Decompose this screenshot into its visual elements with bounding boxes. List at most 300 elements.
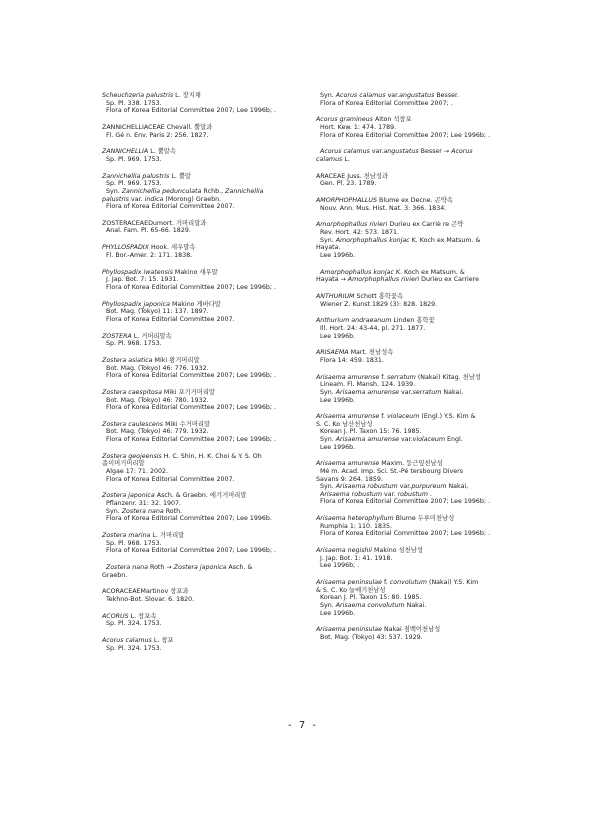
entry-text: Nakai, <box>446 483 469 491</box>
taxon-name: Arisaema robustum <box>320 490 382 498</box>
entry-line <box>102 637 334 645</box>
entry-line <box>102 156 334 164</box>
entry-text: (Nakai) Kitag. 천남성 <box>415 373 481 381</box>
entry-text: Sp. Pl. 969. 1753. <box>102 155 162 163</box>
entry-text: Sp. Pl. 969. 1753. <box>102 180 162 188</box>
entry-line <box>102 372 334 380</box>
taxon-name: PHYLLOSPADIX <box>102 244 149 252</box>
taxon-name: Zostera caulescens <box>102 420 164 428</box>
entry-text: Flora of Korea Editorial Committee 2007; Lee 1996b; . <box>316 131 490 139</box>
entry-line <box>102 203 334 211</box>
entry-text: Asch. & <box>226 563 253 571</box>
taxon-entry <box>102 220 334 235</box>
left-column <box>102 92 334 661</box>
entry-text: Tekhno-Bot. Slovar. 6. 1820. <box>102 595 195 603</box>
entry-line <box>102 100 334 108</box>
entry-line <box>316 124 548 132</box>
entry-text: Sp. Pl. 338. 1753. <box>102 99 162 107</box>
entry-text: Flora of Korea Editorial Committee 2007; Lee 1996b. <box>102 515 272 523</box>
entry-line <box>102 173 334 181</box>
entry-text: Flora of Korea Editorial Committee 2007. <box>102 475 235 483</box>
taxon-name: Amorphophallus rivieri <box>347 276 420 284</box>
entry-line <box>316 148 548 156</box>
entry-text: Mart. 천남성속 <box>348 349 394 357</box>
entry-line <box>102 436 334 444</box>
entry-line <box>102 252 334 260</box>
taxon-name: Arisaema negishii <box>316 547 373 555</box>
entry-line <box>316 92 548 100</box>
entry-text: var. <box>369 148 384 156</box>
entry-text: Makino 새우말 <box>172 268 218 276</box>
entry-text: Sp. Pl. 968. 1753. <box>102 340 162 348</box>
entry-text: Hook. 새우말속 <box>148 244 196 252</box>
entry-text: Flora of Korea Editorial Committee 2007; Lee 1996b; . <box>102 283 276 291</box>
entry-line <box>316 436 548 444</box>
entry-text: Lee 1996b. <box>316 396 356 404</box>
taxon-entry <box>316 460 548 506</box>
taxon-name: serratum <box>412 388 442 396</box>
entry-text: (Morong) Graebn. <box>163 195 222 203</box>
taxon-name: violaceum <box>412 436 445 444</box>
taxon-name: Zostera caespitosa <box>102 388 162 396</box>
taxon-name: angustatus <box>383 148 419 156</box>
entry-line <box>316 515 548 523</box>
entry-text: Flora of Korea Editorial Committee 2007; Lee 1996b; . <box>316 530 490 538</box>
entry-text: L. 뿔말속 <box>148 148 176 156</box>
taxon-name: Acorus calamus <box>320 148 370 156</box>
entry-line <box>316 374 548 382</box>
entry-line <box>102 428 334 436</box>
entry-line <box>316 333 548 341</box>
taxon-name: Zostera marina <box>102 531 151 539</box>
entry-line <box>102 333 334 341</box>
taxon-entry <box>316 547 548 570</box>
entry-text: var. <box>397 483 412 491</box>
entry-line <box>102 564 334 572</box>
entry-text: f. <box>379 413 388 421</box>
entry-line <box>316 180 548 188</box>
entry-text: Nakai 점백이천남성 <box>382 626 441 634</box>
entry-line <box>102 188 334 196</box>
entry-text: Lee 1996b; . <box>316 562 360 570</box>
entry-text: L. 거머리말 <box>150 531 185 539</box>
taxon-name: Arisaema convolutum <box>335 601 405 609</box>
taxon-entry <box>102 637 334 652</box>
entry-text: Miki 포기거머리말 <box>161 388 216 396</box>
entry-line <box>102 148 334 156</box>
entry-text: Gen. Pl. 23. 1789. <box>316 180 377 188</box>
entry-line <box>102 107 334 115</box>
taxon-name: Acorus <box>451 148 473 156</box>
entry-line <box>102 340 334 348</box>
entry-text: & S. C. Ko 눌메기천남성 <box>316 586 386 594</box>
entry-text: Aiton 석창포 <box>372 116 412 124</box>
entry-line <box>316 252 548 260</box>
taxon-entry <box>102 564 334 579</box>
entry-line <box>102 476 334 484</box>
entry-text: K. Koch ex Matsum. & <box>409 236 481 244</box>
entry-line <box>316 100 548 108</box>
entry-text: Lee 1996b. <box>316 332 356 340</box>
entry-text: Bot. Mag. (Tokyo) 11: 137. 1897. <box>102 308 209 316</box>
entry-line <box>316 205 548 213</box>
entry-text: Syn. <box>316 483 336 491</box>
entry-line <box>316 156 548 164</box>
entry-line <box>316 555 548 563</box>
taxon-name: Phyllospadix iwatensis <box>102 268 173 276</box>
entry-text: ARACEAE Juss. 천남성과 <box>316 172 389 180</box>
taxon-entry <box>102 357 334 380</box>
entry-text: var. <box>385 92 400 99</box>
entry-text: Flora of Korea Editorial Committee 2007; Lee 1996b; . <box>102 107 276 115</box>
entry-line <box>102 308 334 316</box>
taxon-name: Zostera japonica <box>173 563 227 571</box>
taxon-name: Amorphophallus konjac <box>320 268 394 276</box>
taxon-entry <box>102 333 334 348</box>
entry-line <box>316 276 548 284</box>
taxon-name: ARISAEMA <box>316 349 349 357</box>
entry-line <box>316 468 548 476</box>
entry-text: Pflanzenr. 31: 32. 1907. <box>102 500 181 507</box>
entry-line <box>316 269 548 277</box>
taxon-entry <box>102 421 334 444</box>
entry-text: H. C. Shin, H. K. Choi & Y. S. Oh <box>161 452 262 460</box>
entry-text: Rev. Hort. 42: 573. 1871. <box>316 229 400 237</box>
entry-line <box>102 276 334 284</box>
entry-line <box>316 389 548 397</box>
taxon-name: convolutum <box>389 579 427 587</box>
entry-text: Flora of Korea Editorial Committee 2007; Lee 1996b; . <box>102 547 276 555</box>
taxon-entry <box>316 515 548 538</box>
taxon-entry <box>316 374 548 404</box>
taxon-entry <box>316 221 548 259</box>
entry-line <box>316 562 548 570</box>
entry-line <box>316 421 548 429</box>
taxon-entry <box>102 269 334 292</box>
taxon-name: Zostera japonica <box>102 492 155 500</box>
entry-text: Hayata → <box>316 276 348 284</box>
entry-text: Nouv. Ann. Mus. Hist. Nat. 3: 366. 1834. <box>316 204 447 212</box>
taxon-name: Amorphophallus rivieri <box>316 221 388 229</box>
entry-text: Flora of Korea Editorial Committee 2007. <box>102 315 235 323</box>
entry-text: ZOSTERACEAEDumort. 거머리말과 <box>102 219 207 227</box>
taxon-entry <box>316 579 548 617</box>
entry-text: Miki 수거머리말 <box>163 420 211 428</box>
taxon-name: Zannichellia pedunculata <box>121 187 202 195</box>
entry-text: Engl. <box>445 436 463 444</box>
entry-line <box>102 180 334 188</box>
taxon-name: Arisaema amurense <box>316 460 380 468</box>
entry-text: . <box>427 490 432 498</box>
entry-text: Algae 17: 71. 2002. <box>102 468 168 476</box>
taxon-name: Arisaema robustum <box>335 483 398 491</box>
entry-text: Bot. Mag. (Tokyo) 46: 780. 1932. <box>102 396 209 404</box>
entry-text: Lineam. Fl. Mansh. 124. 1939. <box>316 381 416 389</box>
entry-text: S. C. Ko 남산천남성 <box>316 420 373 428</box>
entry-line <box>102 468 334 476</box>
taxon-name: Phyllospadix japonica <box>102 300 170 308</box>
entry-text: Rchb., <box>201 187 226 195</box>
entry-text: 좁이머거머리말 <box>102 460 145 468</box>
entry-text: Maxim. 둥근잎천남성 <box>379 460 443 468</box>
taxon-name: AMORPHOPHALLUS <box>316 197 378 205</box>
entry-text: Flora of Korea Editorial Committee 2007; Lee 1996b; . <box>102 436 276 444</box>
entry-line <box>316 317 548 325</box>
entry-line <box>102 389 334 397</box>
taxon-name: calamus <box>316 155 343 163</box>
taxon-name: ZANNICHELLIA <box>102 148 149 156</box>
entry-line <box>316 357 548 365</box>
entry-text: Sp. Pl. 968. 1753. <box>102 539 162 547</box>
taxon-entry <box>102 492 334 522</box>
entry-text: Blume ex Decne. 곤약속 <box>377 197 453 205</box>
entry-text: Syn. <box>316 92 336 99</box>
taxon-name: Arisaema peninsulae <box>316 626 383 634</box>
entry-line <box>102 316 334 324</box>
taxon-entry <box>316 293 548 308</box>
entry-line <box>102 124 334 132</box>
entry-text: Fl. Bor.-Amer. 2: 171. 1838. <box>102 251 193 259</box>
entry-line <box>102 244 334 252</box>
entry-line <box>102 500 334 508</box>
taxon-entry <box>316 413 548 451</box>
entry-text: f. <box>379 373 388 381</box>
entry-line <box>316 579 548 587</box>
entry-text: L. 창포속 <box>128 612 157 620</box>
entry-line <box>316 523 548 531</box>
entry-text: Lee 1996b. <box>316 609 356 617</box>
entry-text: Bot. Mag. (Tokyo) 46: 779. 1932. <box>102 428 209 436</box>
entry-line <box>316 221 548 229</box>
taxon-name: robustum <box>397 490 428 498</box>
entry-line <box>316 397 548 405</box>
entry-text: ZANNICHELLIACEAE Chevall. 뿔말과 <box>102 123 213 131</box>
taxon-name: Arisaema amurense <box>335 388 399 396</box>
entry-text: Savans 9: 264. 1859. <box>316 475 383 483</box>
taxon-name: Acorus calamus <box>335 92 386 99</box>
taxon-entry <box>316 92 548 107</box>
entry-text: Linden 홍학꽃 <box>391 317 435 325</box>
entry-text: L. 거머리말속 <box>131 332 172 340</box>
entry-text: L. 장지채 <box>173 92 201 99</box>
entry-text: J. Jap. Bot. 1: 41. 1918. <box>316 554 393 562</box>
entry-line <box>316 301 548 309</box>
taxon-entry <box>316 269 548 284</box>
taxon-entry <box>316 349 548 364</box>
entry-text: var. <box>381 490 398 498</box>
entry-line <box>316 132 548 140</box>
taxon-name: Acorus gramineus <box>316 116 373 124</box>
taxon-name: Acorus calamus <box>102 637 152 645</box>
taxon-entry <box>316 173 548 188</box>
entry-text: (Engl.) Y.S. Kim & <box>419 413 476 421</box>
taxon-name: Scheuchzeria palustris <box>102 92 174 99</box>
taxon-name: Zannichellia palustris <box>102 172 170 180</box>
entry-text: Durieu ex Carriè re 곤약 <box>387 221 464 229</box>
entry-line <box>316 626 548 634</box>
entry-line <box>316 428 548 436</box>
entry-text: Ill. Hort. 24: 43-44, pl. 271. 1877. <box>316 324 426 332</box>
entry-text: L. 뿔말 <box>169 172 191 180</box>
entry-text: Lee 1996b. <box>316 443 356 451</box>
entry-line <box>102 515 334 523</box>
entry-text: Hort. Kew. 1: 474. 1789. <box>316 123 397 131</box>
entry-text: Asch. & Graebn. 애기거머리말 <box>154 492 247 500</box>
entry-text: Korean J. Pl. Taxon 15: 76. 1985. <box>316 428 422 436</box>
entry-text: Korean J. Pl. Taxon 15: 80. 1985. <box>316 594 422 602</box>
taxon-name: Arisaema amurense <box>316 373 380 381</box>
taxon-name: ZOSTERA <box>102 332 132 340</box>
taxon-entry <box>102 389 334 412</box>
entry-text: Bot. Mag. (Tokyo) 46: 776. 1932. <box>102 364 209 372</box>
taxon-entry <box>102 532 334 555</box>
entry-line <box>316 325 548 333</box>
entry-text: Mé m. Acad. Imp. Sci. St.-Pé tersbourg Divers <box>316 468 463 476</box>
entry-text: Syn. <box>316 436 336 444</box>
taxon-entry <box>102 124 334 139</box>
entry-line <box>102 540 334 548</box>
taxon-name: purpureum <box>411 483 447 491</box>
taxon-name: Zostera geojeensis <box>102 452 162 460</box>
entry-text: Schott 홍학꽃속 <box>354 293 404 300</box>
taxon-entry <box>316 197 548 212</box>
taxon-entry <box>316 148 548 163</box>
taxon-entry <box>316 116 548 139</box>
entry-text: ACORACEAEMartinov 창포과 <box>102 588 189 596</box>
right-column <box>316 92 548 651</box>
entry-line <box>316 116 548 124</box>
entry-line <box>102 613 334 621</box>
entry-line <box>316 444 548 452</box>
entry-line <box>316 491 548 499</box>
entry-text: Makino 섬천남성 <box>372 547 423 555</box>
entry-line <box>102 532 334 540</box>
taxon-name: Amorphophallus konjac <box>335 236 410 244</box>
entry-text: Blume 두루미천남성 <box>393 515 455 523</box>
taxon-name: violaceum <box>387 413 420 421</box>
taxon-name: angustatus <box>399 92 435 99</box>
entry-text: Makino 게바다말 <box>170 300 221 308</box>
taxon-entry <box>102 613 334 628</box>
entry-text: Flora of Korea Editorial Committee 2007; . <box>316 99 453 107</box>
taxon-name: Zannichellia <box>225 187 264 195</box>
entry-text: Roth → <box>147 563 174 571</box>
entry-line <box>316 244 548 252</box>
entry-text: f. <box>382 579 390 587</box>
entry-line <box>102 269 334 277</box>
taxon-entry <box>102 244 334 259</box>
entry-text: (Nakai) Y.S. Kim <box>427 579 479 587</box>
entry-line <box>316 610 548 618</box>
entry-line <box>316 293 548 301</box>
entry-line <box>316 197 548 205</box>
taxon-name: Arisaema heterophyllum <box>316 515 394 523</box>
entry-line <box>102 365 334 373</box>
entry-text: Fl. Gé n. Env. Paris 2: 256. 1827. <box>102 131 209 139</box>
entry-line <box>316 594 548 602</box>
entry-line <box>102 547 334 555</box>
entry-line <box>102 588 334 596</box>
entry-line <box>316 634 548 642</box>
entry-text: Syn. <box>316 601 336 609</box>
entry-text: J. Jap. Bot. 7: 15. 1931. <box>102 276 179 284</box>
entry-text: Flora of Korea Editorial Committee 2007; Lee 1996b; . <box>102 372 276 380</box>
taxon-name: palustris <box>102 195 129 203</box>
entry-line <box>102 492 334 500</box>
entry-text: Durieu ex Carriere <box>419 276 479 284</box>
entry-text: var. <box>398 388 413 396</box>
taxon-name: Arisaema peninsulae <box>316 579 383 587</box>
taxon-entry <box>102 588 334 603</box>
entry-line <box>316 229 548 237</box>
entry-text: Bot. Mag. (Tokyo) 43: 537. 1929. <box>316 633 423 641</box>
entry-text: Besser. <box>434 92 460 99</box>
taxon-name: Arisaema amurense <box>335 436 399 444</box>
entry-text: Syn. <box>102 187 122 195</box>
entry-text: Nakai. <box>404 601 427 609</box>
entry-text: Rumphia 1: 110. 1835. <box>316 522 392 530</box>
taxon-name: serratum <box>387 373 416 381</box>
entry-text: Flora of Korea Editorial Committee 2007; Lee 1996b; . <box>316 498 490 506</box>
entry-text: Lee 1996b. <box>316 251 356 259</box>
taxon-entry <box>102 173 334 211</box>
entry-line <box>102 572 334 580</box>
entry-line <box>316 602 548 610</box>
entry-line <box>102 220 334 228</box>
entry-line <box>316 413 548 421</box>
entry-line <box>102 132 334 140</box>
entry-text: Syn. <box>316 236 336 244</box>
entry-text: Syn. <box>316 388 336 396</box>
entry-text: Anal. Fam. Pl. 65-66. 1829. <box>102 227 191 235</box>
entry-line <box>102 397 334 405</box>
taxon-name: Anthurium andraeanum <box>316 317 392 325</box>
entry-text: var. <box>398 436 413 444</box>
entry-line <box>316 460 548 468</box>
taxon-name: ACORUS <box>102 612 129 620</box>
entry-line <box>316 587 548 595</box>
taxon-entry <box>102 301 334 324</box>
entry-text: K. Koch ex Matsum. & <box>393 268 465 276</box>
entry-text: Sp. Pl. 324. 1753. <box>102 644 162 652</box>
taxon-name: Zostera asiatica <box>102 356 153 364</box>
entry-text: Besser → <box>418 148 452 156</box>
entry-line <box>102 508 334 516</box>
entry-text: Sp. Pl. 324. 1753. <box>102 620 162 628</box>
entry-line <box>316 498 548 506</box>
page-number: - 7 - <box>288 720 318 731</box>
entry-line <box>102 227 334 235</box>
entry-text: Miki 왕거머리말 <box>152 356 200 364</box>
entry-line <box>102 301 334 309</box>
entry-text: Wiener Z. Kunst 1829 (3): 828. 1829. <box>316 300 438 308</box>
entry-line <box>102 92 334 100</box>
entry-text: L. 창포 <box>151 637 174 645</box>
entry-line <box>316 237 548 245</box>
entry-text: Roth. <box>163 507 183 515</box>
entry-text: Flora 14: 459. 1831. <box>316 356 384 364</box>
taxon-entry <box>102 92 334 115</box>
entry-line <box>102 460 334 468</box>
entry-line <box>316 349 548 357</box>
entry-text: Hayata. <box>316 244 341 252</box>
entry-line <box>316 483 548 491</box>
entry-line <box>316 173 548 181</box>
entry-line <box>102 196 334 204</box>
entry-text: L. <box>342 155 350 163</box>
entry-line <box>102 421 334 429</box>
entry-text: Syn. <box>102 507 122 515</box>
